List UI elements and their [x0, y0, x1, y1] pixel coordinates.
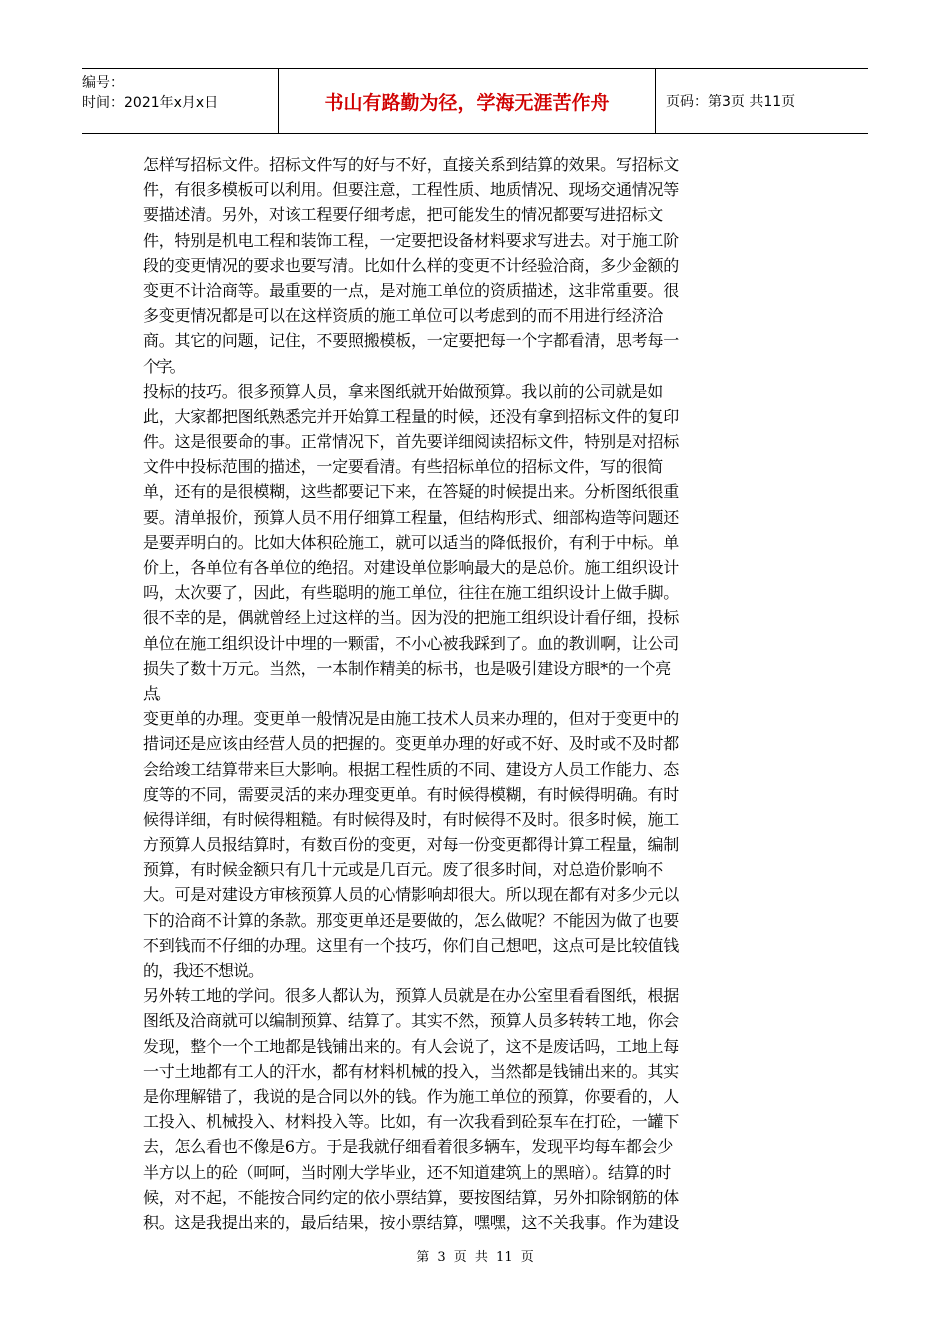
body-text-line: 图纸及洽商就可以编制预算、结算了。其实不然，预算人员多转转工地，你会: [143, 1011, 680, 1031]
body-text-line: 件，特别是机电工程和装饰工程，一定要把设备材料要求写进去。对于施工阶: [143, 230, 680, 250]
body-text-line: 变更单的办理。变更单一般情况是由施工技术人员来办理的，但对于变更中的: [143, 709, 680, 729]
document-body: [143, 152, 813, 1235]
body-text-line: 很不幸的是，偶就曾经上过这样的当。因为没的把施工组织设计看仔细，投标: [143, 608, 680, 628]
body-text-line: 点。: [143, 683, 168, 703]
body-text-line: 方预算人员报结算时，有数百份的变更，对每一份变更都得计算工程量，编制: [143, 835, 680, 855]
body-text-line: 价上，各单位有各单位的绝招。对建设单位影响最大的是总价。施工组织设计: [143, 558, 680, 577]
body-text-line: 是你理解错了，我说的是合同以外的钱。作为施工单位的预算，你要看的，人: [143, 1086, 680, 1106]
body-text-line: 单位在施工组织设计中埋的一颗雷，不小心被我踩到了。血的教训啊，让公司: [143, 633, 680, 653]
body-text-line: 要。清单报价，预算人员不用仔细算工程量，但结构形式、细部构造等问题还: [143, 507, 680, 527]
body-text-line: 件。这是很要命的事。正常情况下，首先要详细阅读招标文件，特别是对招标: [143, 432, 680, 452]
body-text-line: 变更不计洽商等。最重要的一点，是对施工单位的资质描述，这非常重要。很: [143, 280, 680, 300]
body-text-line: 吗，太次要了，因此，有些聪明的施工单位，往往在施工组织设计上做手脚。: [143, 583, 680, 603]
header-page-info: 页码：第3页 共11页: [666, 94, 796, 110]
body-text-line: 段的变更情况的要求也要写清。比如什么样的变更不计经验洽商，多少金额的: [143, 255, 680, 275]
body-text-line: 候，对不起，不能按合同约定的依小票结算，要按图结算，另外扣除钢筋的体: [143, 1187, 680, 1207]
body-text-line: 怎样写招标文件。招标文件写的好与不好，直接关系到结算的效果。写招标文: [143, 155, 680, 174]
body-text-line: 此，大家都把图纸熟悉完并开始算工程量的时候，还没有拿到招标文件的复印: [143, 406, 680, 426]
body-text-line: 去，怎么看也不像是6方。于是我就仔细看着很多辆车，发现平均每车都会少: [143, 1137, 674, 1157]
header-meta: [82, 69, 278, 133]
body-text-line: 半方以上的砼（呵呵，当时刚大学毕业，还不知道建筑上的黑暗）。结算的时: [143, 1162, 672, 1182]
body-text-line: 商。其它的问题，记住，不要照搬模板，一定要把每一个字都看清，思考每一: [143, 331, 680, 351]
body-text-line: 候得详细，有时候得粗糙。有时候得及时，有时候得不及时。很多时候，施工: [143, 809, 680, 829]
body-text-line: 不到钱而不仔细的办理。这里有一个技巧，你们自己想吧，这点可是比较值钱: [143, 935, 680, 955]
document-time-label: 时间：2021年x月x日: [82, 95, 219, 111]
body-text-line: 要描述清。另外，对该工程要仔细考虑，把可能发生的情况都要写进招标文: [143, 205, 664, 225]
body-text-line: 的，我还不想说。: [143, 961, 264, 980]
document-number-label: 编号：: [82, 75, 124, 91]
body-text-line: 积。这是我提出来的，最后结果，按小票结算，嘿嘿，这不关我事。作为建设: [143, 1212, 680, 1232]
body-text-line: 文件中投标范围的描述，一定要看清。有些招标单位的招标文件，写的很简: [143, 457, 664, 477]
body-text-line: 件，有很多模板可以利用。但要注意，工程性质、地质情况、现场交通情况等: [143, 180, 680, 200]
page-header: [82, 68, 868, 134]
body-text-line: 另外转工地的学问。很多人都认为，预算人员就是在办公室里看看图纸，根据: [143, 986, 680, 1006]
body-text-line: 措词还是应该由经营人员的把握的。变更单办理的好或不好、及时或不及时都: [143, 734, 680, 754]
body-text-line: 预算，有时候金额只有几十元或是几百元。废了很多时间，对总造价影响不: [143, 860, 664, 880]
body-text-line: 会给竣工结算带来巨大影响。根据工程性质的不同、建设方人员工作能力、态: [143, 759, 680, 779]
body-text-line: 下的洽商不计算的条款。那变更单还是要做的，怎么做呢？不能因为做了也要: [143, 910, 680, 930]
body-text-line: 度等的不同，需要灵活的来办理变更单。有时候得模糊，有时候得明确。有时: [143, 784, 680, 804]
body-text-line: 工投入、机械投入、材料投入等。比如，有一次我看到砼泵车在打砼，一罐下: [143, 1112, 680, 1132]
body-text-line: 损失了数十万元。当然，一本制作精美的标书，也是吸引建设方眼*的一个亮: [143, 658, 672, 678]
body-text-line: 单，还有的是很模糊，这些都要记下来，在答疑的时候提出来。分析图纸很重: [143, 482, 680, 502]
body-text-line: 一寸土地都有工人的汗水，都有材料机械的投入，当然都是钱铺出来的。其实: [143, 1061, 680, 1081]
body-text-line: 大。可是对建设方审核预算人员的心情影响却很大。所以现在都有对多少元以: [143, 885, 680, 905]
page-footer: 第 3 页 共 11 页: [416, 1250, 534, 1265]
body-text-line: 多变更情况都是可以在这样资质的施工单位可以考虑到的而不用进行经济洽: [143, 306, 664, 326]
header-motto: 书山有路勤为径，学海无涯苦作舟: [278, 69, 656, 133]
body-text-line: 发现，整个一个工地都是钱铺出来的。有人会说了，这不是废话吗，工地上每: [143, 1036, 680, 1056]
body-text-line: 个字。: [143, 356, 184, 376]
body-text-line: 是要弄明白的。比如大体积砼施工，就可以适当的降低报价，有利于中标。单: [143, 532, 680, 552]
body-text-line: 投标的技巧。很多预算人员，拿来图纸就开始做预算。我以前的公司就是如: [143, 381, 664, 401]
